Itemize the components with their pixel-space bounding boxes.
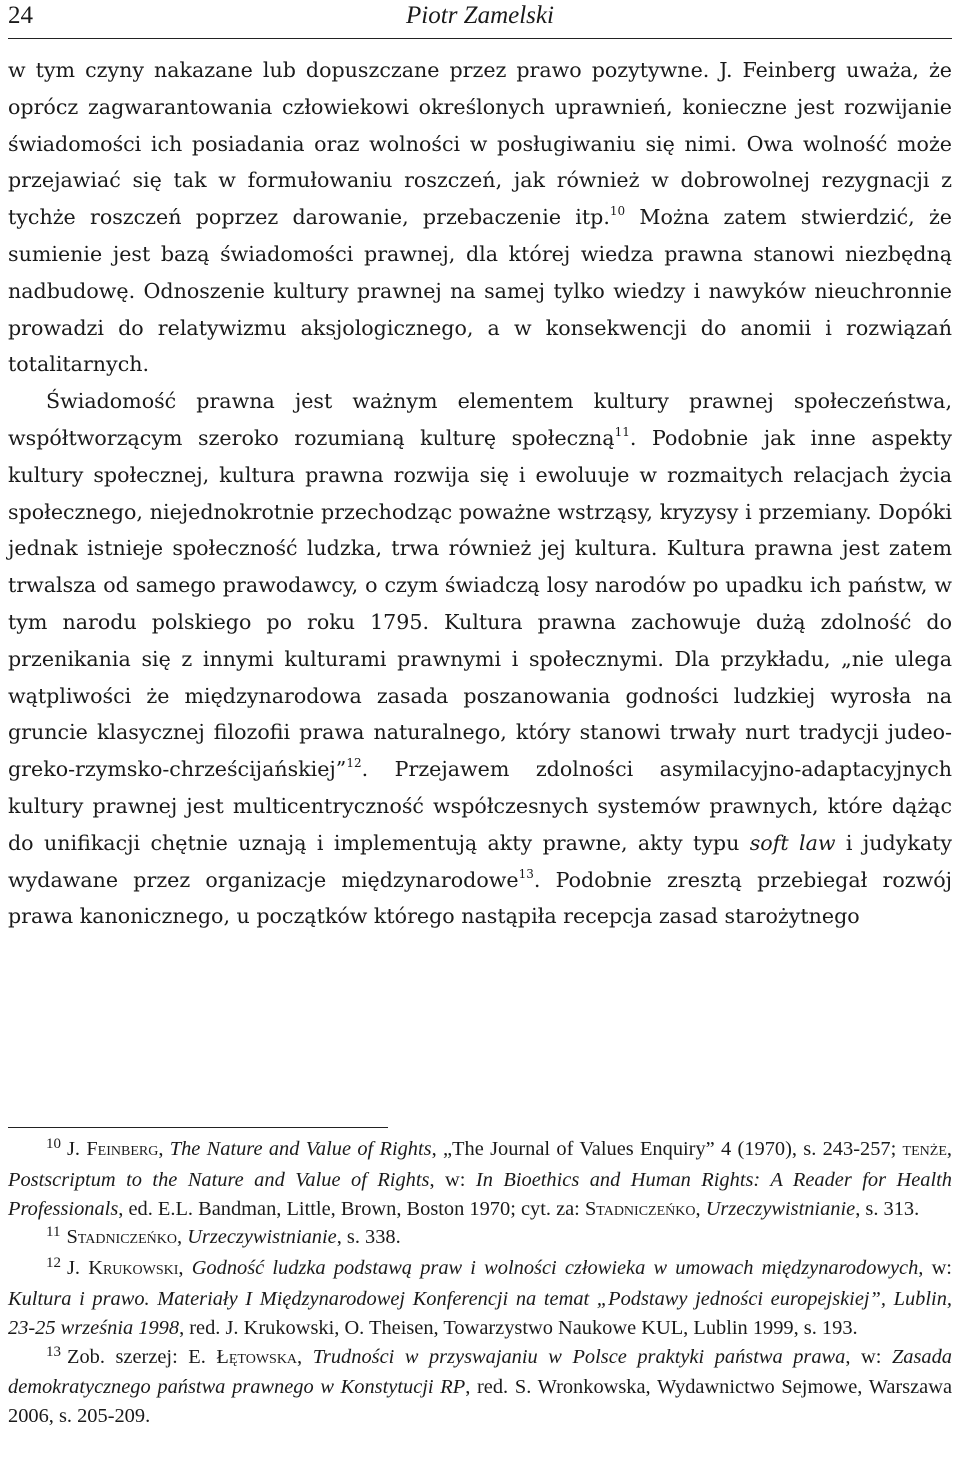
footnote-13 <box>8 1343 952 1431</box>
footnotes <box>8 1135 952 1431</box>
footnote-text: w: <box>923 1257 952 1280</box>
footnote-text: , red. S. Wronkowska, Wydawnictwo Sejmowe, Warszawa 2006, s. 205-209. <box>8 1376 952 1428</box>
footnote-text: , s. 338. <box>336 1226 401 1249</box>
footnote-text: , ed. E.L. Bandman, Little, Brown, Boston 1970; cyt. za: <box>118 1197 585 1220</box>
footnote-text: , w: <box>429 1168 476 1191</box>
paragraph-1-part-b: Można zatem stwierdzić, że sumienie jest bazą świadomości prawnej, dla której wiedza prawna stanowi niezbędną nadbudowę. Odnoszenie kultury prawnej na samej tylko wiedzy i nawyków nieuchronnie prowadzi do relatywizmu aksjologicznego, a w konsekwencji do anomii i rozwiązań totalitarnych. <box>8 205 952 377</box>
footnote-text: J. <box>67 1257 89 1280</box>
footnote-text: , <box>297 1345 313 1368</box>
author-name: Łętowska <box>216 1345 298 1368</box>
footnote-number: 10 <box>46 1136 61 1152</box>
footnote-text: , w: <box>845 1345 892 1368</box>
footnote-number: 13 <box>46 1343 61 1360</box>
work-title: Godność ludzka podstawą praw i wolności człowieka w umowach międzynarodowych, <box>191 1257 924 1280</box>
footnote-10 <box>8 1135 952 1223</box>
footnote-text: , <box>177 1226 188 1249</box>
soft-law-term: soft law <box>749 830 836 855</box>
work-title: The Nature and Value of Rights <box>169 1138 432 1160</box>
paragraph-1-part-a: w tym czyny nakazane lub dopuszczane przez prawo pozytywne. J. Feinberg uważa, że oprócz zagwarantowania człowiekowi określonych uprawnień, konieczne jest rozwijanie świadomości ich posiadania oraz wolności w posługiwaniu się nimi. Owa wolność może przejawiać się tak w formułowaniu roszczeń, jak również w dobrowolnej rezygnacji z tychże roszczeń poprzez darowanie, przebaczenie itp. <box>8 58 952 230</box>
footnote-ref-11[interactable]: 11 <box>614 424 630 439</box>
footnote-text: , „The Journal of Values Enquiry” 4 (1970), s. 243-257; <box>431 1138 903 1160</box>
work-title: Zasada demokratycznego państwa prawnego w Konstytucji RP <box>8 1345 952 1399</box>
paragraph-2-part-a: Świadomość prawna jest ważnym elementem kultury prawnej społeczeństwa, współtworzącym szeroko rozumianą kulturę społeczną <box>8 389 952 450</box>
footnote-number: 12 <box>46 1255 61 1272</box>
page-number: 24 <box>8 2 33 29</box>
footnote-text: , <box>946 1138 952 1160</box>
footnote-text: , <box>158 1138 170 1160</box>
paragraph-2-part-e: . Podobnie zresztą przebiegał rozwój prawa kanonicznego, u początków którego nastąpiła recepcja zasad starożytnego <box>8 867 952 929</box>
footnote-ref-12[interactable]: 12 <box>346 756 362 771</box>
work-title: Kultura i prawo. Materiały I Międzynarodowej Konferencji na temat „Podstawy jedności europejskiej”, Lublin, 23-25 września 1998 <box>8 1287 952 1339</box>
paragraph-2 <box>8 383 952 935</box>
author-name: Krukowski <box>88 1257 179 1280</box>
running-header <box>8 2 952 38</box>
footnote-ref-13[interactable]: 13 <box>518 866 534 881</box>
paragraph-2-part-b: . Podobnie jak inne aspekty kultury społecznej, kultura prawna rozwija się i ewoluuje w rozmaitych relacjach życia społecznego, niejednokrotnie przechodząc poważne wstrząsy, kryzysy i przemiany. Dopóki jednak istnieje społeczność ludzka, trwa również jej kultura. Kultura prawna jest zatem trwalsza od samego prawodawcy, o czym świadczą losy narodów po upadku ich państw, w tym narodu polskiego po roku 1795. Kultura prawna zachowuje dużą zdolność do przenikania się z innymi kulturami prawnymi i społecznymi. Dla przykładu, „nie ulega wątpliwości że międzynarodowa zasada poszanowania godności ludzkiej wyrosła na gruncie klasycznej filozofii prawa naturalnego, który stanowi trwały nurt tradycji judeo-greko-rzymsko-chrześcijańskiej” <box>8 425 952 782</box>
author-name: Feinberg <box>86 1138 159 1160</box>
footnote-text: J. <box>67 1138 87 1160</box>
footnote-text: , red. J. Krukowski, O. Theisen, Towarzystwo Naukowe KUL, Lublin 1999, s. 193. <box>179 1316 858 1339</box>
paragraph-2-part-d: i judykaty wydawane przez organizacje międzynarodowe <box>8 830 953 892</box>
paragraph-1 <box>8 52 952 383</box>
work-title: In Bioethics and Human Rights: A Reader for Health Professionals <box>8 1168 953 1220</box>
main-text <box>8 52 952 935</box>
header-rule <box>8 38 952 39</box>
footnote-text: , <box>178 1257 192 1280</box>
footnote-number: 11 <box>46 1224 61 1241</box>
footnote-11 <box>8 1223 952 1254</box>
work-title: Trudności w przyswajaniu w Polsce praktyki państwa prawa <box>312 1345 846 1368</box>
work-title: Postscriptum to the Nature and Value of Rights <box>8 1168 430 1191</box>
author-name: tenże <box>902 1138 947 1160</box>
running-head-author: Piotr Zamelski <box>406 2 554 29</box>
footnote-12 <box>8 1254 952 1342</box>
footnote-text: , s. 313. <box>855 1197 920 1220</box>
paragraph-2-part-c: . Przejawem zdolności asymilacyjno-adaptacyjnych kultury prawnej jest multicentryczność współczesnych systemów prawnych, które dążąc do unifikacji chętnie uznają i implementują akty prawne, akty typu <box>8 757 952 855</box>
footnote-rule <box>8 1127 388 1128</box>
footnote-text: , <box>695 1197 706 1220</box>
footnote-text: Zob. szerzej: E. <box>67 1345 217 1368</box>
work-title: Urzeczywistnianie <box>705 1197 856 1220</box>
author-name: Stadniczeńko <box>584 1197 696 1220</box>
author-name: Stadniczeńko <box>66 1226 177 1249</box>
footnote-ref-10[interactable]: 10 <box>609 204 626 219</box>
work-title: Urzeczywistnianie <box>187 1226 337 1249</box>
